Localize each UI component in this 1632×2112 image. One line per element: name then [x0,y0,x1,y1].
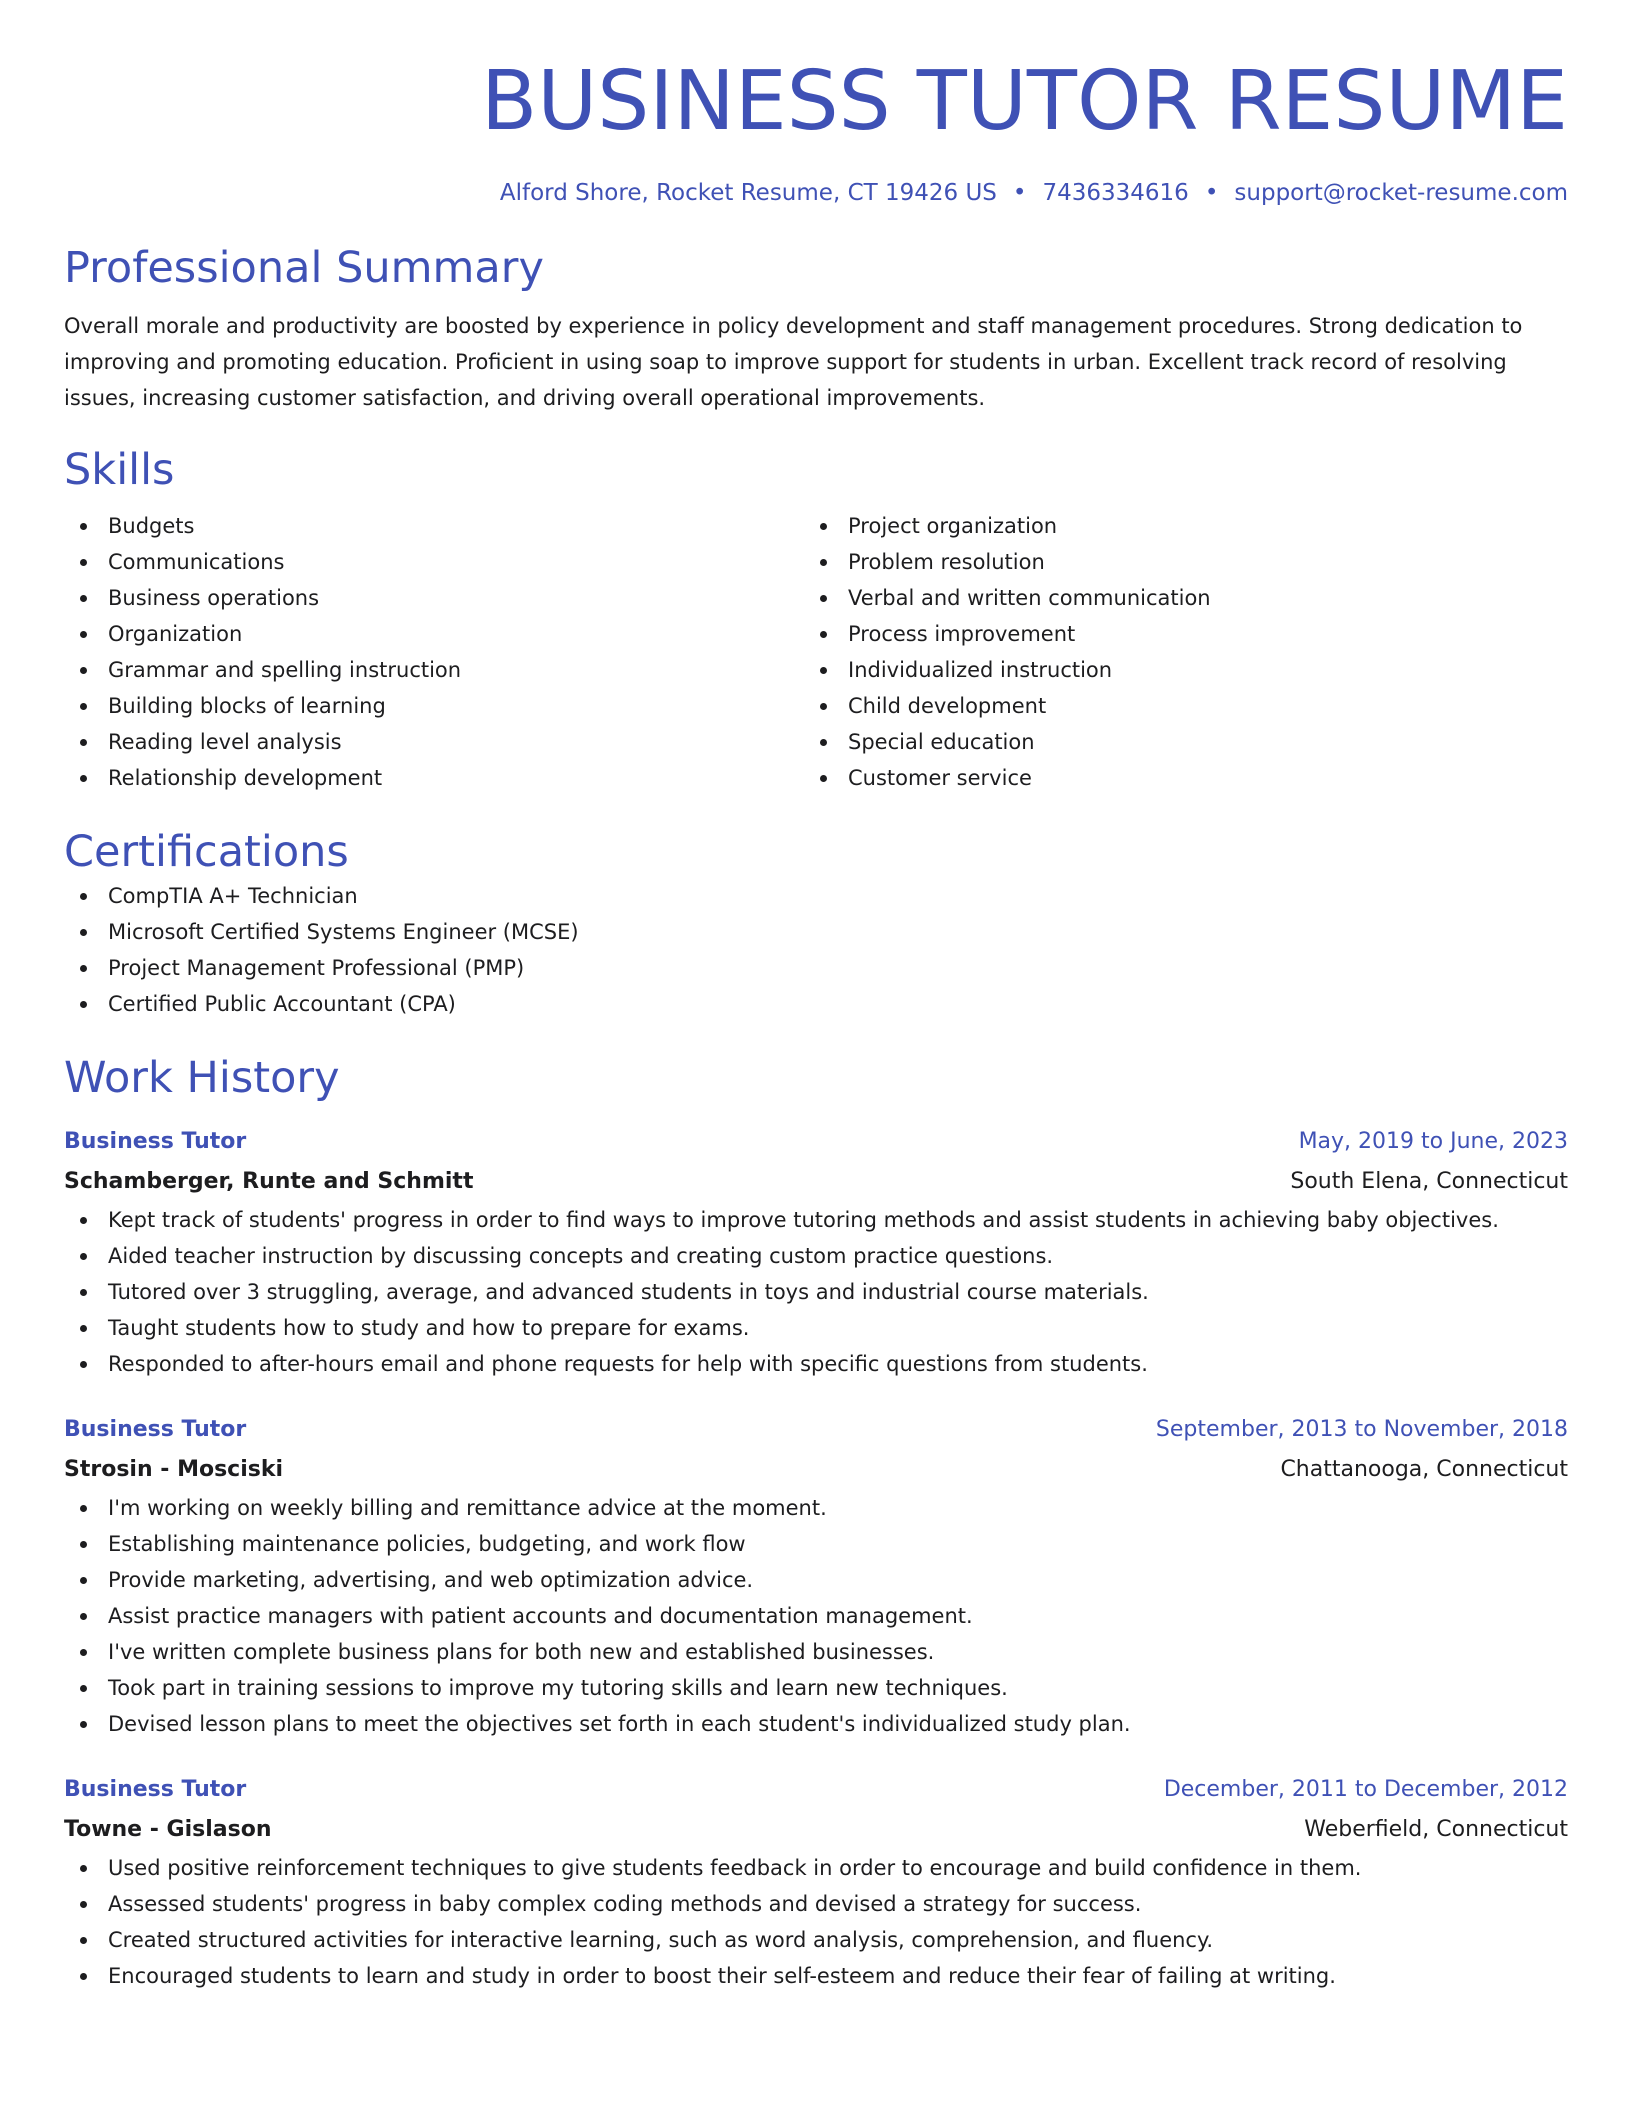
job-location: Weberfield, Connecticut [1304,1817,1568,1842]
job-duty: Encouraged students to learn and study in order to boost their self-esteem and reduce their fear of failing at writing. [64,1958,1568,1994]
job-duty: Establishing maintenance policies, budgeting, and work flow [64,1526,1568,1562]
certification-item: Certified Public Accountant (CPA) [64,986,1568,1022]
summary-text: Overall morale and productivity are boosted by experience in policy development and staff management procedures. Strong dedication to improving and promoting education. Proficient in using soap to improve support for students in urban. Excellent track record of resolving issues, increasing customer satisfaction, and driving overall operational improvements. [64,314,1523,410]
job-duty: Provide marketing, advertising, and web optimization advice. [64,1562,1568,1598]
job-duty: Assist practice managers with patient accounts and documentation management. [64,1598,1568,1634]
skill-item: Special education [804,724,1544,760]
job-duty: Used positive reinforcement techniques to give students feedback in order to encourage and build confidence in them. [64,1850,1568,1886]
job-title: Business Tutor [64,1417,247,1442]
job-company: Towne - Gislason [64,1817,272,1842]
job-company-row [64,1810,1568,1850]
contact-email[interactable]: support@rocket-resume.com [1234,180,1568,206]
skill-item: Business operations [64,580,804,616]
skill-item: Verbal and written communication [804,580,1544,616]
job-duty: Assessed students' progress in baby complex coding methods and devised a strategy for success. [64,1886,1568,1922]
job-duty: Aided teacher instruction by discussing concepts and creating custom practice questions. [64,1238,1568,1274]
contact-address: Alford Shore, Rocket Resume, CT 19426 US [499,180,997,206]
job-duty: Responded to after-hours email and phone requests for help with specific questions from students. [64,1346,1568,1382]
section-title-skills: Skills [64,445,175,495]
skill-item: Budgets [64,508,804,544]
job-header-row [64,1122,1568,1162]
job-duty: Taught students how to study and how to prepare for exams. [64,1310,1568,1346]
skill-item: Project organization [804,508,1544,544]
job-title: Business Tutor [64,1777,247,1802]
job-duties-list [64,1850,1568,1994]
certification-item: Project Management Professional (PMP) [64,950,1568,986]
job-duty: Took part in training sessions to improve my tutoring skills and learn new techniques. [64,1670,1568,1706]
job-entry [64,1122,1568,1382]
job-dates: September, 2013 to November, 2018 [1155,1417,1568,1442]
job-company: Strosin - Mosciski [64,1457,284,1482]
certification-item: CompTIA A+ Technician [64,878,1568,914]
job-duty: I'm working on weekly billing and remittance advice at the moment. [64,1490,1568,1526]
job-location: Chattanooga, Connecticut [1280,1457,1568,1482]
skill-item: Individualized instruction [804,652,1544,688]
contact-phone[interactable]: 7436334616 [1042,180,1189,206]
skill-item: Communications [64,544,804,580]
contact-separator: • [1012,180,1027,206]
job-dates: December, 2011 to December, 2012 [1163,1777,1568,1802]
skills-list [64,508,1568,796]
job-company: Schamberger, Runte and Schmitt [64,1169,474,1194]
skill-item: Reading level analysis [64,724,804,760]
skill-item: Child development [804,688,1544,724]
certifications-list [64,878,1568,1022]
certification-item: Microsoft Certified Systems Engineer (MCSE) [64,914,1568,950]
section-title-work-history: Work History [64,1053,340,1103]
job-duties-list [64,1202,1568,1382]
skill-item: Problem resolution [804,544,1544,580]
job-entry [64,1770,1568,1994]
job-duty: Kept track of students' progress in order to find ways to improve tutoring methods and assist students in achieving baby objectives. [64,1202,1568,1238]
job-dates: May, 2019 to June, 2023 [1298,1129,1568,1154]
contact-separator: • [1204,180,1219,206]
job-location: South Elena, Connecticut [1290,1169,1568,1194]
job-duty: Tutored over 3 struggling, average, and advanced students in toys and industrial course materials. [64,1274,1568,1310]
resume-title: BUSINESS TUTOR RESUME [480,54,1568,149]
job-title: Business Tutor [64,1129,247,1154]
job-duty: Devised lesson plans to meet the objectives set forth in each student's individualized study plan. [64,1706,1568,1742]
job-duties-list [64,1490,1568,1742]
contact-line [64,178,1568,208]
section-title-certifications: Certifications [64,827,349,877]
job-entry [64,1410,1568,1742]
job-duty: I've written complete business plans for both new and established businesses. [64,1634,1568,1670]
skill-item: Grammar and spelling instruction [64,652,804,688]
skill-item: Building blocks of learning [64,688,804,724]
job-duty: Created structured activities for interactive learning, such as word analysis, comprehension, and fluency. [64,1922,1568,1958]
job-company-row [64,1450,1568,1490]
skill-item: Process improvement [804,616,1544,652]
skills-column-left [64,508,804,796]
job-header-row [64,1770,1568,1810]
skill-item: Customer service [804,760,1544,796]
job-company-row [64,1162,1568,1202]
job-header-row [64,1410,1568,1450]
skill-item: Relationship development [64,760,804,796]
skill-item: Organization [64,616,804,652]
skills-column-right [804,508,1544,796]
section-title-summary: Professional Summary [64,243,544,293]
